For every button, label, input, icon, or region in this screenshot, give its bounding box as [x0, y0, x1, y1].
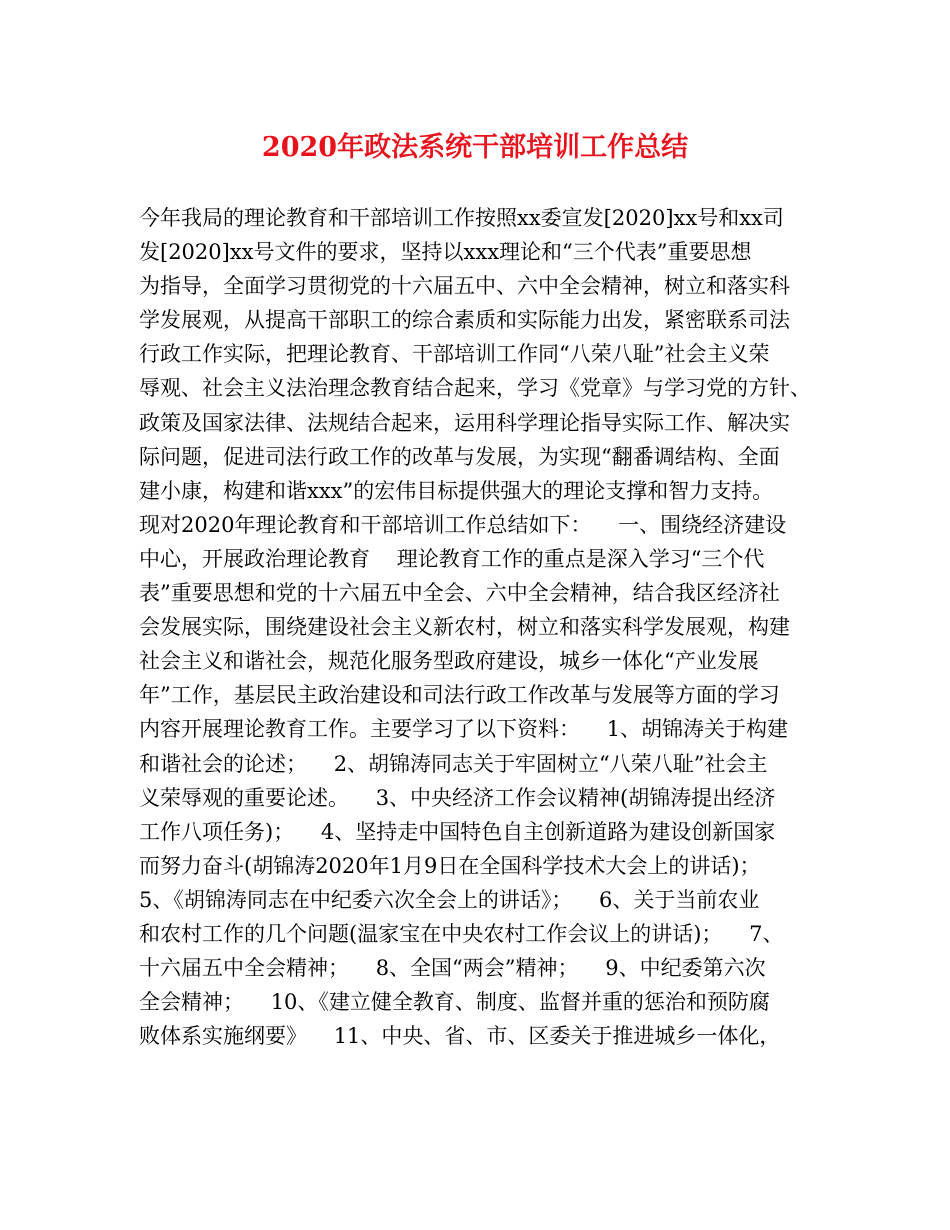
body-line: 工作八项任务)； 4、坚持走中国特色自主创新道路为建设创新国家: [139, 819, 776, 844]
body-line: 发[2020]xx号文件的要求，坚持以xxx理论和“三个代表”重要思想: [139, 240, 752, 265]
body-line: 中心，开展政治理论教育 理论教育工作的重点是深入学习“三个代: [139, 546, 765, 571]
body-line: 义荣辱观的重要论述。 3、中央经济工作会议精神(胡锦涛提出经济: [139, 785, 776, 810]
body-line: 今年我局的理论教育和干部培训工作按照xx委宣发[2020]xx号和xx司: [139, 206, 784, 230]
body-line: 内容开展理论教育工作。主要学习了以下资料： 1、胡锦涛关于构建: [139, 717, 789, 742]
body-line: 际问题，促进司法行政工作的改革与发展，为实现“翻番调结构、全面: [139, 444, 780, 469]
body-line: 行政工作实际，把理论教育、干部培训工作同“八荣八耻”社会主义荣: [139, 342, 770, 367]
body-line: 5、《胡锦涛同志在中纪委六次全会上的讲话》； 6、关于当前农业: [139, 887, 760, 912]
body-line: 社会主义和谐社会，规范化服务型政府建设，城乡一体化“产业发展: [139, 649, 759, 674]
body-line: 和谐社会的论述； 2、胡锦涛同志关于牢固树立“八荣八耻”社会主: [139, 751, 768, 776]
document-body: [139, 201, 819, 1053]
body-line: 建小康，构建和谐xxx”的宏伟目标提供强大的理论支撑和智力支持。: [139, 478, 774, 503]
body-line: 为指导，全面学习贯彻党的十六届五中、六中全会精神，树立和落实科: [139, 274, 790, 299]
body-line: 政策及国家法律、法规结合起来，运用科学理论指导实际工作、解决实: [139, 410, 790, 435]
body-line: 辱观、社会主义法治理念教育结合起来，学习《党章》与学习党的方针、: [139, 376, 811, 401]
body-line: 而努力奋斗(胡锦涛2020年1月9日在全国科学技术大会上的讲话)；: [139, 853, 761, 878]
body-line: 会发展实际，围绕建设社会主义新农村，树立和落实科学发展观，构建: [139, 615, 790, 640]
body-line: 败体系实施纲要》 11、中央、省、市、区委关于推进城乡一体化，: [139, 1024, 781, 1049]
body-line: 全会精神； 10、《建立健全教育、制度、监督并重的惩治和预防腐: [139, 990, 770, 1015]
body-line: 学发展观，从提高干部职工的综合素质和实际能力出发，紧密联系司法: [139, 308, 790, 333]
body-line: 现对2020年理论教育和干部培训工作总结如下： 一、围绕经济建设: [139, 512, 787, 537]
document-title: 2020年政法系统干部培训工作总结: [261, 132, 689, 163]
body-line: 表”重要思想和党的十六届五中全会、六中全会精神，结合我区经济社: [139, 581, 780, 606]
body-line: 和农村工作的几个问题(温家宝在中央农村工作会议上的讲话)； 7、: [139, 921, 784, 946]
body-line: 十六届五中全会精神； 8、全国“两会”精神； 9、中纪委第六次: [139, 956, 766, 981]
body-line: 年”工作，基层民主政治建设和司法行政工作改革与发展等方面的学习: [139, 683, 780, 708]
